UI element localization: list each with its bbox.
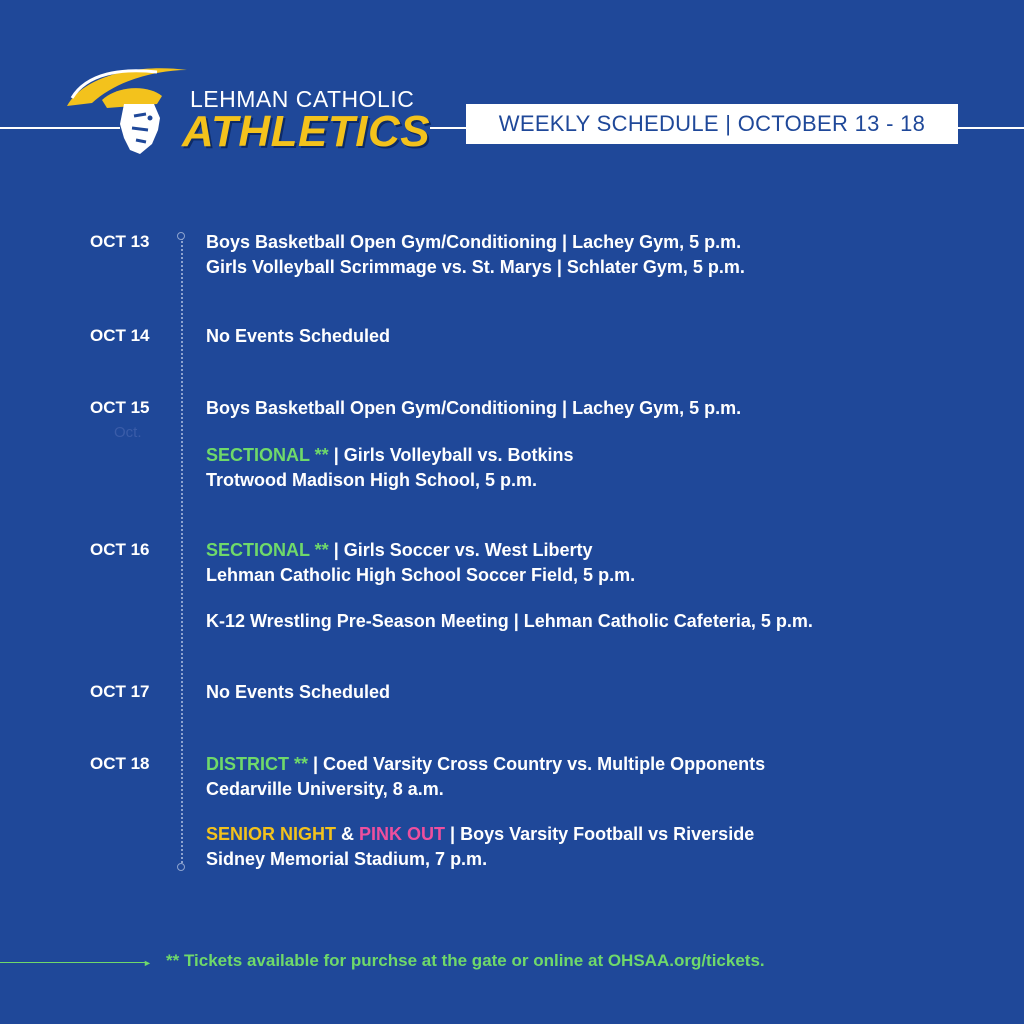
- school-name: LEHMAN CATHOLIC: [190, 86, 415, 112]
- event-line: Cedarville University, 8 a.m.: [206, 779, 444, 799]
- header-rule-middle: [430, 127, 466, 129]
- event-line: Boys Basketball Open Gym/Conditioning | Lachey Gym, 5 p.m.: [206, 232, 742, 252]
- cavalier-logo-icon: [62, 58, 192, 158]
- event-text: | Coed Varsity Cross Country vs. Multiple Opponents: [308, 754, 766, 774]
- footer-rule: [0, 962, 146, 963]
- faded-label: Oct.: [114, 424, 142, 441]
- event-line: No Events Scheduled: [206, 682, 391, 702]
- date-oct-14: OCT 14: [90, 326, 150, 345]
- senior-night-tag: SENIOR NIGHT: [206, 824, 337, 844]
- event-line: Girls Volleyball Scrimmage vs. St. Marys | Schlater Gym, 5 p.m.: [206, 257, 745, 277]
- event-line: No Events Scheduled: [206, 326, 391, 346]
- timeline-line: [181, 238, 183, 866]
- footer-note: ** Tickets available for purchse at the gate or online at OHSAA.org/tickets.: [166, 951, 765, 970]
- event-line: Boys Basketball Open Gym/Conditioning | Lachey Gym, 5 p.m.: [206, 398, 742, 418]
- arrow-right-icon: ►: [143, 958, 152, 968]
- event-text: | Girls Volleyball vs. Botkins: [328, 445, 574, 465]
- sectional-tag: SECTIONAL **: [206, 445, 329, 465]
- event-line: [206, 752, 765, 777]
- date-oct-18: OCT 18: [90, 754, 150, 773]
- header-rule-right: [958, 127, 1024, 129]
- page-title: WEEKLY SCHEDULE | OCTOBER 13 - 18: [466, 104, 958, 144]
- date-oct-15: OCT 15: [90, 398, 150, 417]
- event-text: | Boys Varsity Football vs Riverside: [445, 824, 755, 844]
- date-oct-13: OCT 13: [90, 232, 150, 251]
- event-line: K-12 Wrestling Pre-Season Meeting | Lehman Catholic Cafeteria, 5 p.m.: [206, 611, 813, 631]
- date-oct-17: OCT 17: [90, 682, 150, 701]
- event-line: [206, 822, 754, 847]
- pink-out-tag: PINK OUT: [359, 824, 446, 844]
- athletics-wordmark: ATHLETICS: [182, 107, 431, 156]
- event-line: Sidney Memorial Stadium, 7 p.m.: [206, 849, 488, 869]
- district-tag: DISTRICT **: [206, 754, 309, 774]
- event-line: [206, 443, 573, 468]
- timeline-start-dot: [177, 232, 185, 240]
- event-text: | Girls Soccer vs. West Liberty: [328, 540, 593, 560]
- timeline-end-dot: [177, 863, 185, 871]
- ampersand: &: [336, 824, 360, 844]
- event-line: Trotwood Madison High School, 5 p.m.: [206, 470, 537, 490]
- sectional-tag: SECTIONAL **: [206, 540, 329, 560]
- event-line: [206, 538, 593, 563]
- date-oct-16: OCT 16: [90, 540, 150, 559]
- event-line: Lehman Catholic High School Soccer Field, 5 p.m.: [206, 565, 636, 585]
